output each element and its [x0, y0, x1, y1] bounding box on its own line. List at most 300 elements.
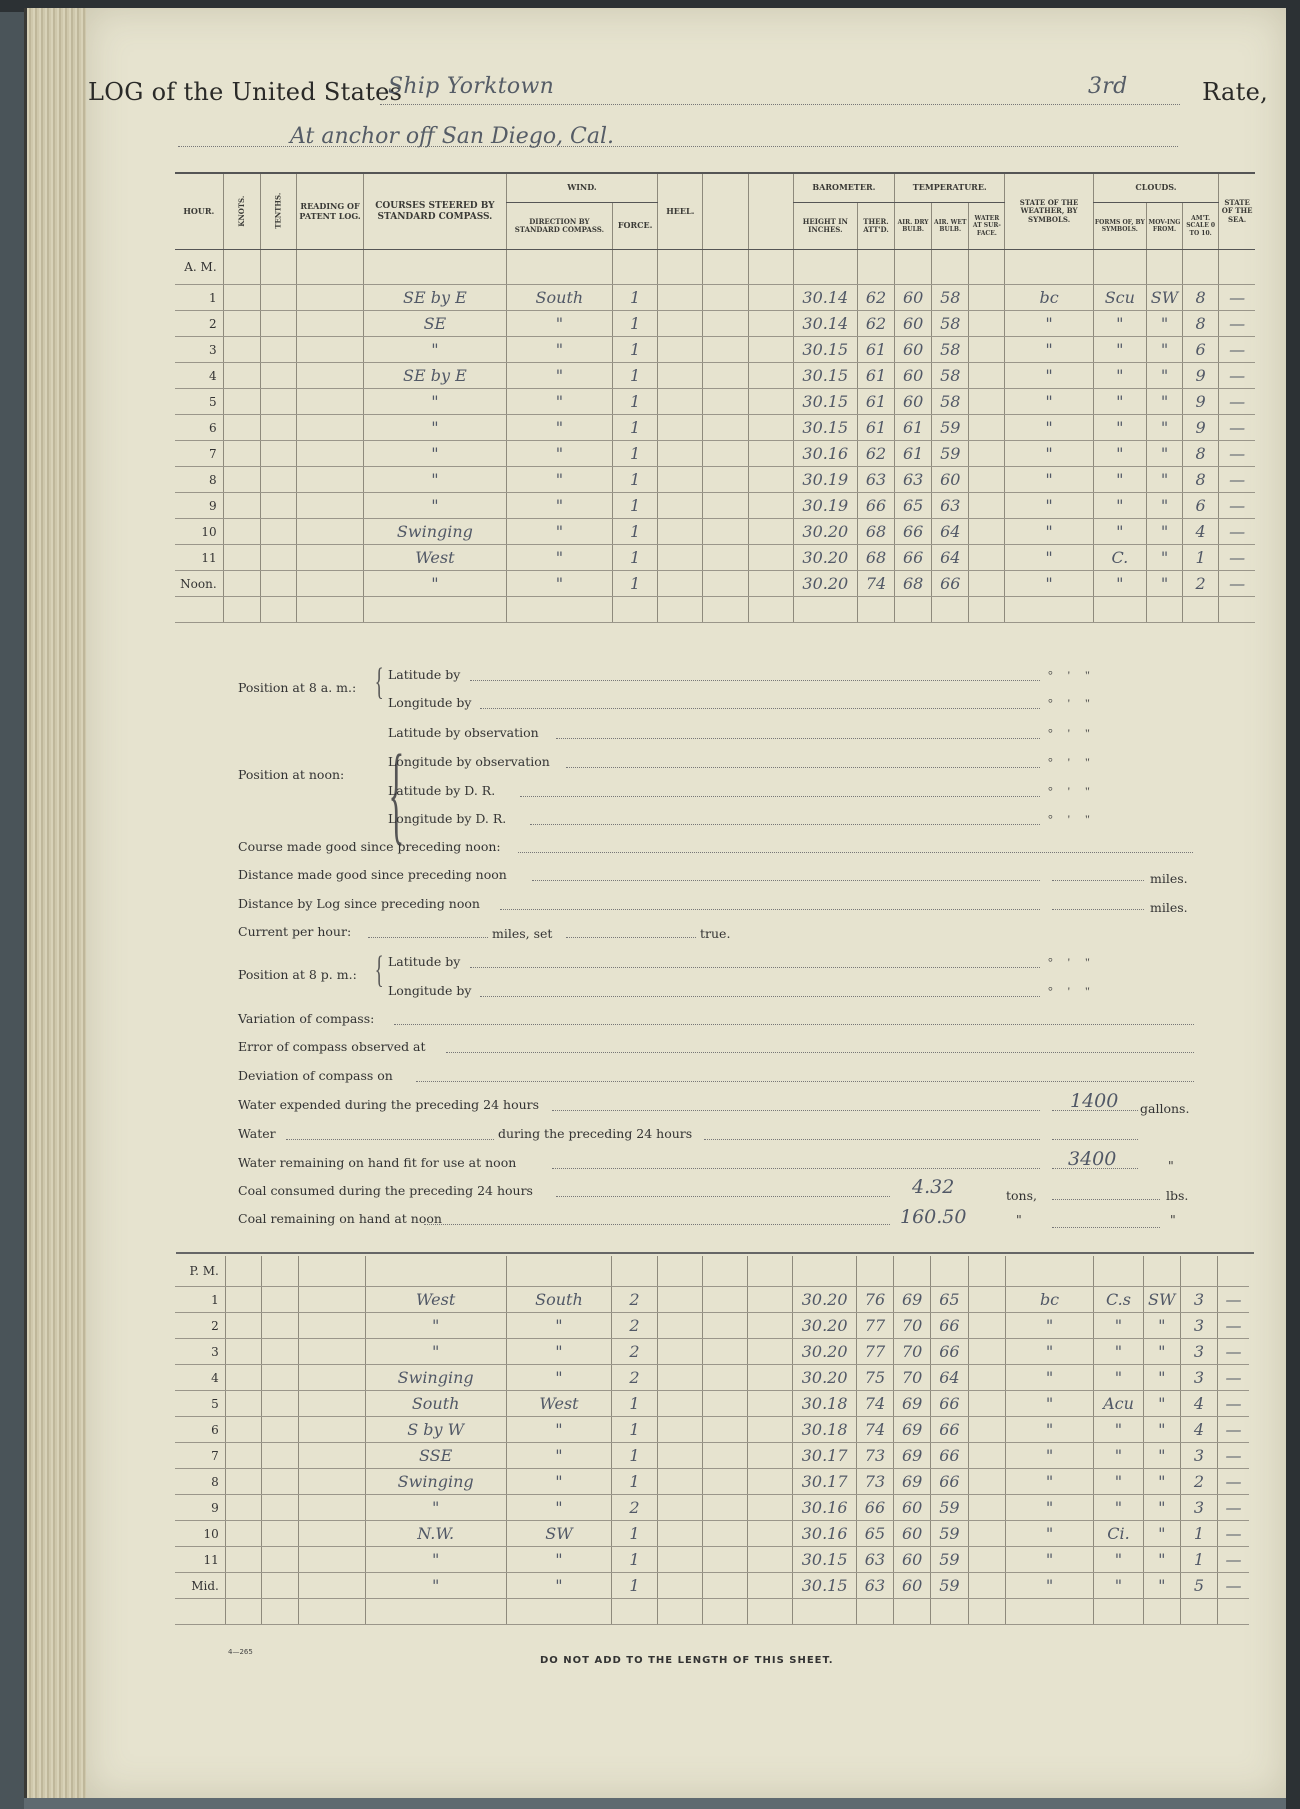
long-by-8am: Longitude by — [388, 695, 472, 710]
am-cell-wdir: " — [506, 311, 612, 337]
pm-cell-dry: 69 — [894, 1417, 931, 1443]
am-cell-sea: — — [1219, 545, 1255, 571]
pm-cell-moving: " — [1143, 1313, 1180, 1339]
water-during-label: during the preceding 24 hours — [498, 1126, 693, 1141]
am-cell-wdir: " — [506, 571, 612, 597]
pm-log-row — [175, 1573, 1249, 1599]
am-cell-amount: 6 — [1183, 337, 1219, 363]
am-cell-ther: 66 — [857, 493, 894, 519]
am-cell-force: 1 — [613, 441, 658, 467]
pm-cell-moving: SW — [1143, 1287, 1180, 1313]
am-cell-dry: 65 — [895, 493, 932, 519]
pm-log-row — [175, 1391, 1249, 1417]
am-log-table — [175, 172, 1255, 623]
pm-cell-forms: " — [1094, 1339, 1143, 1365]
pm-cell-baro: 30.20 — [793, 1287, 856, 1313]
pm-cell-weather: bc — [1005, 1287, 1094, 1313]
am-cell-force: 1 — [613, 415, 658, 441]
pm-cell-forms: " — [1094, 1313, 1143, 1339]
am-cell-baro: 30.14 — [793, 285, 857, 311]
col-air-wet: AIR. WET BULB. — [932, 203, 969, 250]
pm-cell-course: " — [365, 1495, 506, 1521]
am-cell-forms: " — [1093, 311, 1146, 337]
am-cell-amount: 8 — [1183, 311, 1219, 337]
am-cell-wdir: " — [506, 363, 612, 389]
am-cell-weather: " — [1005, 441, 1093, 467]
pm-cell-moving: " — [1143, 1521, 1180, 1547]
deviation-label: Deviation of compass on — [238, 1068, 393, 1083]
pm-cell-ther: 76 — [856, 1287, 893, 1313]
pm-cell-force: 2 — [612, 1365, 657, 1391]
col-baro-height: HEIGHT IN INCHES. — [793, 203, 857, 250]
col-cloud-moving: MOV-ING FROM. — [1146, 203, 1182, 250]
pm-cell-force: 2 — [612, 1339, 657, 1365]
pm-cell-wdir: " — [506, 1443, 612, 1469]
pm-cell-hour: 10 — [175, 1521, 225, 1547]
am-cell-baro: 30.15 — [793, 337, 857, 363]
am-log-row — [175, 519, 1255, 545]
am-cell-force: 1 — [613, 363, 658, 389]
am-cell-weather: " — [1005, 337, 1093, 363]
pm-cell-sea: — — [1218, 1443, 1249, 1469]
am-log-row — [175, 337, 1255, 363]
am-cell-baro: 30.20 — [793, 545, 857, 571]
pm-log-row — [175, 1443, 1249, 1469]
lbs-label: lbs. — [1166, 1188, 1189, 1203]
am-cell-course: " — [364, 389, 507, 415]
lat-obs: Latitude by observation — [388, 725, 539, 740]
pm-cell-amount: 4 — [1180, 1391, 1217, 1417]
am-cell-forms: " — [1093, 467, 1146, 493]
pm-cell-weather: " — [1005, 1365, 1094, 1391]
pm-cell-course: S by W — [365, 1417, 506, 1443]
am-cell-weather: bc — [1005, 285, 1093, 311]
coal-rem-value: 160.50 — [900, 1206, 967, 1228]
pm-cell-wet: 66 — [931, 1391, 968, 1417]
am-cell-baro: 30.15 — [793, 363, 857, 389]
am-cell-moving: " — [1146, 467, 1182, 493]
am-cell-ther: 62 — [857, 285, 894, 311]
am-log-row — [175, 363, 1255, 389]
water-exp-label: Water expended during the preceding 24 hours — [238, 1097, 540, 1112]
long-dr: Longitude by D. R. — [388, 811, 507, 826]
pm-cell-hour: Mid. — [175, 1573, 225, 1599]
pm-cell-dry: 70 — [894, 1313, 931, 1339]
pm-cell-ther: 65 — [856, 1521, 893, 1547]
am-cell-amount: 1 — [1183, 545, 1219, 571]
am-cell-wet: 60 — [932, 467, 969, 493]
am-cell-sea: — — [1219, 441, 1255, 467]
pm-cell-ther: 73 — [856, 1443, 893, 1469]
col-courses: COURSES STEERED BY STANDARD COMPASS. — [364, 173, 507, 250]
am-cell-hour: 5 — [175, 389, 223, 415]
pm-cell-amount: 4 — [1180, 1417, 1217, 1443]
dist-log-miles: miles. — [1150, 900, 1188, 915]
pm-cell-ther: 63 — [856, 1547, 893, 1573]
book-spine-shadow — [0, 0, 24, 1809]
pm-cell-hour: 7 — [175, 1443, 225, 1469]
am-cell-course: " — [364, 441, 507, 467]
pm-log-row — [175, 1521, 1249, 1547]
am-cell-wdir: " — [506, 415, 612, 441]
pm-log-row — [175, 1495, 1249, 1521]
am-cell-ther: 74 — [857, 571, 894, 597]
pm-cell-wet: 66 — [931, 1339, 968, 1365]
pm-cell-force: 1 — [612, 1391, 657, 1417]
pm-cell-wet: 64 — [931, 1365, 968, 1391]
pm-cell-forms: C.s — [1094, 1287, 1143, 1313]
pm-cell-ther: 77 — [856, 1339, 893, 1365]
pm-cell-sea: — — [1218, 1391, 1249, 1417]
am-cell-wdir: " — [506, 467, 612, 493]
dist-log-label: Distance by Log since preceding noon — [238, 896, 480, 911]
pm-cell-wdir: " — [506, 1547, 612, 1573]
am-cell-wet: 64 — [932, 545, 969, 571]
col-baro-ther: THER. ATT'D. — [857, 203, 894, 250]
am-cell-amount: 9 — [1183, 415, 1219, 441]
pm-cell-hour: 8 — [175, 1469, 225, 1495]
am-cell-course: SE by E — [364, 285, 507, 311]
pos-noon-label: Position at noon: — [238, 767, 345, 782]
am-cell-sea: — — [1219, 519, 1255, 545]
current-label: Current per hour: — [238, 924, 352, 939]
pm-cell-baro: 30.17 — [793, 1443, 856, 1469]
col-cloud-amount: AM'T. SCALE 0 TO 10. — [1183, 203, 1219, 250]
col-heel: HEEL. — [658, 173, 703, 250]
pm-label: P. M. — [175, 1256, 225, 1287]
am-cell-forms: " — [1093, 389, 1146, 415]
pm-cell-ther: 75 — [856, 1365, 893, 1391]
am-cell-wet: 59 — [932, 415, 969, 441]
am-cell-moving: SW — [1146, 285, 1182, 311]
am-cell-sea: — — [1219, 311, 1255, 337]
am-cell-hour: 10 — [175, 519, 223, 545]
col-temperature: TEMPERATURE. — [895, 173, 1005, 203]
am-cell-moving: " — [1146, 389, 1182, 415]
pm-cell-wet: 59 — [931, 1573, 968, 1599]
pm-cell-hour: 5 — [175, 1391, 225, 1417]
pm-cell-baro: 30.20 — [793, 1365, 856, 1391]
am-cell-dry: 60 — [895, 285, 932, 311]
pm-cell-forms: " — [1094, 1573, 1143, 1599]
pm-cell-sea: — — [1218, 1469, 1249, 1495]
pm-cell-sea: — — [1218, 1339, 1249, 1365]
am-cell-amount: 9 — [1183, 389, 1219, 415]
am-cell-baro: 30.20 — [793, 519, 857, 545]
am-cell-forms: " — [1093, 493, 1146, 519]
am-cell-weather: " — [1005, 493, 1093, 519]
am-cell-ther: 61 — [857, 389, 894, 415]
pm-cell-sea: — — [1218, 1547, 1249, 1573]
pm-log-row — [175, 1417, 1249, 1443]
error-label: Error of compass observed at — [238, 1039, 426, 1054]
am-cell-moving: " — [1146, 441, 1182, 467]
am-cell-weather: " — [1005, 389, 1093, 415]
pm-cell-amount: 3 — [1180, 1339, 1217, 1365]
am-cell-force: 1 — [613, 545, 658, 571]
ship-rate: 3rd — [1088, 74, 1128, 99]
pm-cell-forms: Ci. — [1094, 1521, 1143, 1547]
am-cell-forms: C. — [1093, 545, 1146, 571]
pm-cell-weather: " — [1005, 1573, 1094, 1599]
pm-cell-forms: " — [1094, 1469, 1143, 1495]
am-cell-course: " — [364, 571, 507, 597]
am-cell-moving: " — [1146, 571, 1182, 597]
col-wind-direction: DIRECTION BY STANDARD COMPASS. — [506, 203, 612, 250]
col-weather: STATE OF THE WEATHER, BY SYMBOLS. — [1005, 173, 1093, 250]
am-cell-dry: 60 — [895, 363, 932, 389]
am-cell-wet: 66 — [932, 571, 969, 597]
pos-8am-label: Position at 8 a. m.: — [238, 680, 357, 695]
pm-log-row — [175, 1547, 1249, 1573]
am-cell-wet: 63 — [932, 493, 969, 519]
am-cell-sea: — — [1219, 493, 1255, 519]
pm-cell-amount: 3 — [1180, 1495, 1217, 1521]
am-cell-amount: 6 — [1183, 493, 1219, 519]
am-cell-wdir: " — [506, 337, 612, 363]
pm-cell-weather: " — [1005, 1339, 1094, 1365]
pm-cell-wdir: South — [506, 1287, 612, 1313]
pm-log-row — [175, 1365, 1249, 1391]
pm-cell-moving: " — [1143, 1547, 1180, 1573]
am-cell-hour: Noon. — [175, 571, 223, 597]
pm-cell-baro: 30.17 — [793, 1469, 856, 1495]
pm-cell-force: 1 — [612, 1573, 657, 1599]
am-cell-baro: 30.16 — [793, 441, 857, 467]
am-cell-baro: 30.15 — [793, 415, 857, 441]
col-clouds: CLOUDS. — [1093, 173, 1218, 203]
am-cell-ther: 62 — [857, 311, 894, 337]
pm-cell-forms: Acu — [1094, 1391, 1143, 1417]
col-wind-force: FORCE. — [613, 203, 658, 250]
pm-cell-amount: 5 — [1180, 1573, 1217, 1599]
am-cell-force: 1 — [613, 337, 658, 363]
log-title: LOG of the United States — [88, 78, 403, 106]
long-obs: Longitude by observation — [388, 754, 550, 769]
am-cell-baro: 30.19 — [793, 467, 857, 493]
pm-cell-moving: " — [1143, 1495, 1180, 1521]
am-cell-course: " — [364, 337, 507, 363]
pm-cell-weather: " — [1005, 1391, 1094, 1417]
am-cell-force: 1 — [613, 493, 658, 519]
am-cell-baro: 30.14 — [793, 311, 857, 337]
am-cell-amount: 2 — [1183, 571, 1219, 597]
pm-cell-weather: " — [1005, 1443, 1094, 1469]
pm-cell-moving: " — [1143, 1365, 1180, 1391]
pm-log-row — [175, 1339, 1249, 1365]
am-cell-hour: 4 — [175, 363, 223, 389]
coal-rem-label: Coal remaining on hand at noon — [238, 1211, 442, 1226]
pm-cell-weather: " — [1005, 1417, 1094, 1443]
variation-label: Variation of compass: — [238, 1011, 375, 1026]
pm-cell-dry: 70 — [894, 1339, 931, 1365]
am-cell-moving: " — [1146, 337, 1182, 363]
am-log-row — [175, 311, 1255, 337]
pm-cell-dry: 69 — [894, 1469, 931, 1495]
am-cell-ther: 62 — [857, 441, 894, 467]
gallons-label: gallons. — [1140, 1101, 1190, 1116]
pm-cell-moving: " — [1143, 1573, 1180, 1599]
pm-cell-wdir: " — [506, 1417, 612, 1443]
am-cell-wdir: " — [506, 389, 612, 415]
pm-cell-dry: 60 — [894, 1573, 931, 1599]
pm-cell-amount: 3 — [1180, 1365, 1217, 1391]
am-cell-course: SE by E — [364, 363, 507, 389]
miles-set-label: miles, set — [492, 926, 553, 941]
am-cell-sea: — — [1219, 467, 1255, 493]
am-cell-hour: 6 — [175, 415, 223, 441]
pm-cell-wdir: " — [506, 1365, 612, 1391]
am-cell-baro: 30.20 — [793, 571, 857, 597]
pm-cell-wdir: West — [506, 1391, 612, 1417]
pm-cell-course: SSE — [365, 1443, 506, 1469]
am-cell-forms: " — [1093, 337, 1146, 363]
pm-cell-forms: " — [1094, 1495, 1143, 1521]
am-cell-moving: " — [1146, 363, 1182, 389]
pm-cell-hour: 9 — [175, 1495, 225, 1521]
am-log-row — [175, 545, 1255, 571]
pm-cell-dry: 60 — [894, 1547, 931, 1573]
true-label: true. — [700, 926, 731, 941]
pm-cell-baro: 30.15 — [793, 1573, 856, 1599]
pm-cell-ther: 73 — [856, 1469, 893, 1495]
dist-made-miles: miles. — [1150, 871, 1188, 886]
pm-cell-baro: 30.18 — [793, 1417, 856, 1443]
am-cell-forms: " — [1093, 571, 1146, 597]
am-cell-hour: 1 — [175, 285, 223, 311]
water-exp-value: 1400 — [1070, 1090, 1119, 1112]
am-cell-dry: 60 — [895, 337, 932, 363]
col-hour: HOUR. — [175, 173, 223, 250]
am-cell-wdir: " — [506, 441, 612, 467]
pm-cell-ther: 66 — [856, 1495, 893, 1521]
ship-name: Ship Yorktown — [388, 74, 555, 99]
pm-cell-weather: " — [1005, 1495, 1094, 1521]
lat-by-8pm: Latitude by — [388, 954, 461, 969]
pm-cell-wet: 59 — [931, 1521, 968, 1547]
pm-cell-amount: 1 — [1180, 1547, 1217, 1573]
rate-label: Rate, — [1202, 78, 1268, 106]
pm-cell-sea: — — [1218, 1521, 1249, 1547]
water-label: Water — [238, 1126, 276, 1141]
pm-cell-baro: 30.16 — [793, 1495, 856, 1521]
am-cell-forms: " — [1093, 519, 1146, 545]
am-cell-wet: 59 — [932, 441, 969, 467]
pm-cell-wet: 66 — [931, 1313, 968, 1339]
pm-cell-course: South — [365, 1391, 506, 1417]
pm-cell-wet: 66 — [931, 1469, 968, 1495]
am-cell-forms: " — [1093, 441, 1146, 467]
col-sea: STATE OF THE SEA. — [1219, 173, 1255, 250]
am-cell-sea: — — [1219, 389, 1255, 415]
am-cell-force: 1 — [613, 519, 658, 545]
pm-cell-wet: 65 — [931, 1287, 968, 1313]
am-log-row — [175, 389, 1255, 415]
pm-cell-wet: 59 — [931, 1495, 968, 1521]
am-cell-ther: 61 — [857, 337, 894, 363]
am-cell-forms: " — [1093, 415, 1146, 441]
pm-cell-moving: " — [1143, 1391, 1180, 1417]
am-cell-hour: 2 — [175, 311, 223, 337]
am-cell-sea: — — [1219, 285, 1255, 311]
pm-cell-ther: 77 — [856, 1313, 893, 1339]
pm-cell-baro: 30.20 — [793, 1339, 856, 1365]
am-cell-baro: 30.15 — [793, 389, 857, 415]
am-log-row — [175, 571, 1255, 597]
am-label: A. M. — [175, 250, 223, 285]
am-cell-ther: 63 — [857, 467, 894, 493]
am-cell-baro: 30.19 — [793, 493, 857, 519]
coal-cons-label: Coal consumed during the preceding 24 hours — [238, 1183, 533, 1198]
pm-cell-force: 1 — [612, 1417, 657, 1443]
pm-cell-course: Swinging — [365, 1365, 506, 1391]
am-cell-weather: " — [1005, 519, 1093, 545]
am-cell-dry: 60 — [895, 311, 932, 337]
am-cell-ther: 68 — [857, 545, 894, 571]
pm-cell-sea: — — [1218, 1287, 1249, 1313]
lat-by-8am: Latitude by — [388, 667, 461, 682]
am-cell-moving: " — [1146, 311, 1182, 337]
page-edges — [24, 8, 89, 1798]
pm-cell-amount: 1 — [1180, 1521, 1217, 1547]
am-cell-wet: 58 — [932, 337, 969, 363]
pm-cell-sea: — — [1218, 1495, 1249, 1521]
am-cell-weather: " — [1005, 545, 1093, 571]
am-cell-sea: — — [1219, 363, 1255, 389]
pm-log-table — [175, 1256, 1249, 1625]
pm-cell-dry: 60 — [894, 1495, 931, 1521]
am-log-row — [175, 285, 1255, 311]
pm-cell-course: " — [365, 1573, 506, 1599]
am-cell-course: " — [364, 415, 507, 441]
am-cell-amount: 8 — [1183, 467, 1219, 493]
am-cell-weather: " — [1005, 363, 1093, 389]
am-cell-wdir: South — [506, 285, 612, 311]
am-cell-moving: " — [1146, 519, 1182, 545]
am-cell-wdir: " — [506, 493, 612, 519]
pm-cell-course: " — [365, 1313, 506, 1339]
am-cell-forms: Scu — [1093, 285, 1146, 311]
col-tenths: TENTHS. — [260, 173, 296, 250]
am-cell-moving: " — [1146, 493, 1182, 519]
pm-cell-amount: 2 — [1180, 1469, 1217, 1495]
am-cell-force: 1 — [613, 311, 658, 337]
course-made-label: Course made good since preceding noon: — [238, 839, 501, 854]
pm-cell-ther: 63 — [856, 1573, 893, 1599]
am-cell-force: 1 — [613, 285, 658, 311]
col-knots: KNOTS. — [223, 173, 260, 250]
am-cell-course: " — [364, 467, 507, 493]
pm-cell-hour: 6 — [175, 1417, 225, 1443]
form-number: 4—265 — [228, 1648, 253, 1656]
long-by-8pm: Longitude by — [388, 983, 472, 998]
pm-cell-wet: 59 — [931, 1547, 968, 1573]
pm-cell-moving: " — [1143, 1443, 1180, 1469]
dist-made-label: Distance made good since preceding noon — [238, 867, 507, 882]
am-cell-wet: 58 — [932, 311, 969, 337]
pm-cell-ther: 74 — [856, 1391, 893, 1417]
pm-cell-forms: " — [1094, 1417, 1143, 1443]
am-cell-amount: 8 — [1183, 441, 1219, 467]
pm-cell-force: 2 — [612, 1495, 657, 1521]
pm-cell-hour: 3 — [175, 1339, 225, 1365]
pm-cell-baro: 30.16 — [793, 1521, 856, 1547]
col-wind: WIND. — [506, 173, 658, 203]
pm-cell-dry: 69 — [894, 1287, 931, 1313]
am-cell-hour: 8 — [175, 467, 223, 493]
pm-cell-wdir: " — [506, 1573, 612, 1599]
am-log-row — [175, 415, 1255, 441]
